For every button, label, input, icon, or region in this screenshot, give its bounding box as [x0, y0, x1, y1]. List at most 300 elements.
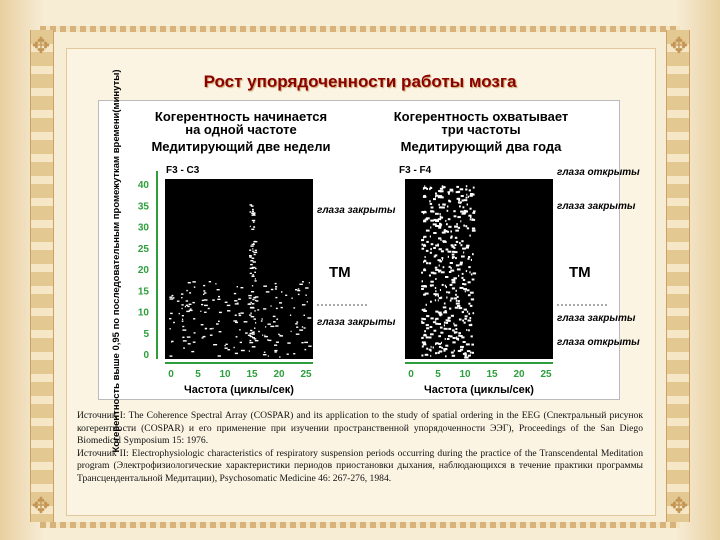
spectral-mark	[264, 335, 265, 336]
spectral-mark	[252, 303, 255, 304]
left-channel-label: F3 - C3	[166, 165, 200, 176]
spectral-mark	[464, 210, 467, 212]
spectral-mark	[445, 285, 446, 287]
spectral-mark	[430, 333, 434, 335]
spectral-mark	[291, 298, 292, 299]
spectral-mark	[458, 227, 461, 229]
spectral-mark	[466, 185, 468, 187]
spectral-mark	[435, 287, 436, 289]
right-pillar	[666, 30, 690, 522]
spectral-mark	[456, 223, 458, 225]
spectral-mark	[454, 297, 457, 299]
spectral-mark	[255, 250, 257, 251]
spectral-mark	[454, 251, 458, 253]
spectral-mark	[253, 214, 255, 215]
spectral-mark	[248, 335, 251, 336]
spectral-mark	[444, 324, 445, 326]
spectral-mark	[252, 267, 254, 268]
spectral-mark	[461, 195, 464, 197]
spectral-mark	[241, 350, 245, 351]
spectral-mark	[421, 239, 424, 241]
spectral-mark	[170, 313, 173, 314]
spectral-mark	[240, 312, 243, 313]
spectral-mark	[287, 354, 289, 355]
spectral-mark	[421, 288, 424, 290]
spectral-mark	[438, 323, 441, 325]
left-heading-line2: на одной частоте	[185, 122, 297, 137]
spectral-mark	[438, 204, 440, 206]
spectral-mark	[255, 278, 256, 279]
spectral-mark	[279, 302, 282, 303]
spectral-mark	[468, 329, 470, 331]
spectral-mark	[291, 331, 292, 332]
spectral-mark	[268, 324, 271, 325]
spectral-mark	[470, 193, 473, 195]
spectral-mark	[234, 300, 237, 301]
spectral-mark	[431, 317, 434, 319]
spectral-mark	[435, 323, 438, 325]
spectral-mark	[252, 285, 253, 286]
spectral-mark	[437, 352, 439, 354]
spectral-mark	[239, 313, 241, 314]
spectral-mark	[275, 283, 277, 284]
y-tick-label: 5	[143, 328, 149, 340]
ornament-icon: ✥	[31, 34, 51, 59]
spectral-mark	[431, 346, 432, 348]
spectral-mark	[424, 309, 425, 311]
spectral-mark	[471, 344, 474, 346]
left-tm-label: TM	[329, 264, 351, 281]
spectral-mark	[469, 271, 470, 273]
spectral-mark	[429, 337, 432, 339]
spectral-mark	[466, 245, 469, 247]
spectral-mark	[255, 296, 259, 297]
spectral-mark	[472, 230, 476, 232]
x-tick-label: 10	[459, 369, 471, 380]
spectral-mark	[170, 328, 171, 329]
spectral-mark	[435, 311, 438, 313]
spectral-mark	[302, 281, 304, 282]
x-tick-label: 0	[408, 369, 414, 380]
spectral-mark	[466, 357, 469, 359]
spectral-mark	[456, 303, 460, 305]
spectral-mark	[273, 316, 276, 317]
spectral-mark	[430, 281, 433, 283]
spectral-mark	[250, 264, 253, 265]
spectral-mark	[431, 243, 434, 245]
spectral-mark	[461, 240, 463, 242]
spectral-mark	[275, 325, 278, 326]
spectral-mark	[250, 226, 251, 227]
spectral-mark	[202, 337, 204, 338]
spectral-mark	[233, 320, 237, 321]
spectral-mark	[452, 341, 455, 343]
spectral-mark	[421, 272, 423, 274]
spectral-mark	[433, 347, 434, 349]
spectral-mark	[464, 322, 466, 324]
spectral-mark	[426, 188, 428, 190]
spectral-mark	[237, 302, 238, 303]
left-x-tick-labels	[168, 369, 312, 380]
spectral-mark	[455, 294, 457, 296]
spectral-mark	[457, 216, 460, 218]
spectral-mark	[298, 294, 300, 295]
spectral-mark	[251, 291, 254, 292]
x-tick-label: 0	[168, 369, 174, 380]
spectral-mark	[460, 201, 462, 203]
spectral-mark	[473, 187, 475, 189]
spectral-mark	[257, 309, 259, 310]
spectral-mark	[441, 207, 445, 209]
spectral-mark	[251, 316, 255, 317]
spectral-mark	[171, 341, 172, 342]
spectral-mark	[471, 259, 472, 261]
spectral-mark	[442, 232, 446, 234]
spectral-mark	[472, 218, 474, 220]
left-eyes-closed-top-label: глаза закрыты	[317, 205, 396, 216]
spectral-mark	[458, 199, 460, 201]
spectral-mark	[191, 351, 194, 352]
spectral-mark	[185, 306, 186, 307]
spectral-mark	[430, 236, 431, 238]
spectral-mark	[441, 347, 443, 349]
spectral-mark	[447, 320, 451, 322]
spectral-mark	[468, 320, 472, 322]
spectral-mark	[253, 297, 255, 298]
spectral-mark	[298, 288, 300, 289]
left-pillar	[30, 30, 54, 522]
spectral-mark	[456, 186, 459, 188]
spectral-mark	[467, 227, 469, 229]
spectral-mark	[252, 258, 255, 259]
spectral-mark	[447, 210, 449, 212]
spectral-mark	[450, 300, 452, 302]
spectral-mark	[264, 352, 266, 353]
spectral-mark	[422, 248, 425, 250]
spectral-mark	[466, 194, 467, 196]
spectral-mark	[249, 342, 253, 343]
spectral-mark	[250, 273, 252, 274]
spectral-mark	[430, 252, 432, 254]
spectral-mark	[435, 352, 437, 354]
spectral-mark	[305, 295, 306, 296]
spectral-mark	[440, 327, 443, 329]
x-tick-label: 10	[219, 369, 231, 380]
right-heading-line1: Когерентность охватывает	[393, 109, 569, 124]
spectral-mark	[239, 329, 240, 330]
spectral-mark	[275, 297, 277, 298]
spectral-mark	[448, 328, 451, 330]
spectral-mark	[236, 336, 238, 337]
spectral-mark	[469, 189, 471, 191]
spectral-mark	[434, 256, 436, 258]
spectral-mark	[194, 332, 196, 333]
spectral-mark	[204, 292, 206, 293]
spectral-mark	[281, 291, 282, 292]
spectral-mark	[435, 293, 439, 295]
spectral-mark	[435, 213, 439, 215]
spectral-mark	[301, 342, 303, 343]
spectral-mark	[465, 225, 467, 227]
spectral-mark	[426, 230, 430, 232]
spectral-mark	[227, 305, 231, 306]
spectral-mark	[424, 330, 426, 332]
spectral-mark	[462, 248, 466, 250]
spectral-mark	[295, 289, 297, 290]
y-tick-labels	[138, 180, 150, 361]
spectral-mark	[433, 247, 436, 249]
spectral-mark	[463, 341, 466, 343]
spectral-mark	[431, 272, 434, 274]
spectral-mark	[429, 262, 431, 264]
spectral-mark	[465, 290, 466, 292]
y-tick-label: 15	[137, 286, 149, 298]
spectral-mark	[470, 218, 471, 220]
spectral-mark	[448, 292, 450, 294]
spectral-mark	[445, 355, 447, 357]
spectral-mark	[442, 259, 443, 261]
spectral-mark	[270, 326, 274, 327]
spectral-mark	[466, 247, 469, 249]
spectral-mark	[435, 195, 438, 197]
spectral-mark	[449, 200, 451, 202]
spectral-mark	[470, 208, 472, 210]
spectral-mark	[263, 308, 266, 309]
spectral-mark	[470, 292, 474, 294]
spectral-mark	[293, 353, 295, 354]
spectral-mark	[446, 328, 448, 330]
spectral-mark	[183, 337, 185, 338]
spectral-mark	[458, 332, 461, 334]
spectral-mark	[426, 250, 429, 252]
spectral-mark	[438, 237, 441, 239]
spectral-mark	[430, 355, 431, 357]
spectral-mark	[250, 330, 252, 331]
spectral-mark	[276, 342, 279, 343]
spectral-mark	[459, 242, 461, 244]
left-x-axis-label: Частота (циклы/сек)	[184, 384, 294, 396]
spectral-mark	[275, 286, 277, 287]
spectral-mark	[430, 284, 434, 286]
spectral-mark	[238, 299, 241, 300]
spectral-mark	[455, 237, 458, 239]
spectral-mark	[442, 204, 446, 206]
x-tick-label: 25	[540, 369, 552, 380]
spectral-mark	[210, 328, 213, 329]
spectral-mark	[426, 327, 429, 329]
spectral-mark	[261, 320, 263, 321]
spectral-mark	[249, 256, 251, 257]
spectral-mark	[458, 275, 459, 277]
spectral-mark	[262, 335, 263, 336]
spectral-mark	[444, 303, 446, 305]
spectral-mark	[450, 284, 453, 286]
spectral-mark	[304, 327, 306, 328]
spectral-mark	[253, 243, 255, 244]
spectral-mark	[445, 345, 448, 347]
spectral-mark	[203, 290, 205, 291]
spectral-mark	[466, 197, 468, 199]
spectral-mark	[271, 305, 272, 306]
y-axis-label: Когерентность выше 0,95 по последовательным промежуткам времени(минуты)	[111, 69, 122, 453]
spectral-mark	[209, 281, 211, 282]
spectral-mark	[254, 310, 255, 311]
spectral-mark	[275, 351, 277, 352]
spectral-mark	[252, 274, 254, 275]
spectral-mark	[423, 318, 426, 320]
spectral-mark	[464, 318, 467, 320]
spectral-mark	[249, 297, 252, 298]
spectral-mark	[227, 349, 230, 350]
spectral-mark	[249, 250, 251, 251]
spectral-mark	[208, 308, 210, 309]
x-tick-label: 15	[486, 369, 498, 380]
spectral-mark	[468, 256, 470, 258]
spectral-mark	[460, 211, 464, 213]
spectral-mark	[182, 319, 183, 320]
right-eyes-closed-top-label: глаза закрыты	[557, 201, 636, 212]
spectral-mark	[444, 204, 445, 206]
spectral-mark	[455, 307, 458, 309]
spectral-mark	[462, 273, 464, 275]
spectral-mark	[253, 252, 257, 253]
spectral-mark	[182, 329, 186, 330]
spectral-mark	[218, 296, 220, 297]
spectral-mark	[429, 188, 431, 190]
spectral-mark	[468, 313, 470, 315]
spectral-mark	[216, 323, 219, 324]
spectral-mark	[249, 303, 251, 304]
spectral-mark	[430, 326, 433, 328]
spectral-mark	[264, 336, 268, 337]
spectral-mark	[449, 271, 452, 273]
spectral-mark	[434, 330, 437, 332]
spectral-mark	[181, 304, 183, 305]
spectral-mark	[217, 299, 220, 300]
spectral-mark	[193, 342, 196, 343]
spectral-mark	[263, 286, 267, 287]
spectral-mark	[448, 256, 449, 258]
source-2-text: Источник II: Electrophysiologic characteristics of respiratory suspension periods occurring during the practice of the Transcendental Meditation program (Электрофизиологические характеристики периодов приостановки дыхания, наблюдающихся в течение практики программы Трансцендентальной Медитации), Psychosomatic Medicine 46: 267-276, 1984.	[77, 447, 643, 484]
spectral-mark	[219, 331, 222, 332]
spectral-mark	[439, 346, 442, 348]
right-heading-line2: три частоты	[441, 122, 521, 137]
spectral-mark	[254, 328, 255, 329]
spectral-mark	[212, 328, 213, 329]
spectral-mark	[299, 329, 303, 330]
spectral-mark	[251, 205, 254, 206]
spectral-mark	[452, 287, 455, 289]
spectral-mark	[254, 254, 256, 255]
spectral-mark	[299, 284, 303, 285]
spectral-mark	[454, 332, 455, 334]
left-eyes-closed-bottom-label: глаза закрыты	[317, 317, 396, 328]
spectral-mark	[443, 266, 445, 268]
spectral-mark	[218, 355, 221, 356]
spectral-mark	[422, 346, 424, 348]
spectral-mark	[210, 335, 213, 336]
spectral-mark	[436, 219, 439, 221]
spectral-mark	[254, 272, 256, 273]
spectral-mark	[467, 311, 468, 313]
spectral-mark	[273, 321, 276, 322]
spectral-mark	[302, 304, 306, 305]
spectral-mark	[213, 344, 217, 345]
spectral-mark	[430, 248, 432, 250]
spectral-mark	[452, 257, 454, 259]
spectral-mark	[275, 288, 277, 289]
spectral-mark	[422, 341, 426, 343]
spectral-mark	[453, 210, 455, 212]
spectral-mark	[173, 297, 175, 298]
spectral-mark	[421, 337, 424, 339]
spectral-mark	[458, 335, 460, 337]
spectral-mark	[456, 264, 460, 266]
spectral-mark	[241, 287, 244, 288]
spectral-mark	[254, 280, 256, 281]
spectral-mark	[441, 250, 444, 252]
spectral-mark	[296, 334, 300, 335]
spectral-mark	[219, 312, 222, 313]
spectral-mark	[449, 266, 451, 268]
spectral-mark	[182, 308, 183, 309]
spectral-mark	[181, 297, 182, 298]
spectral-mark	[204, 305, 208, 306]
spectral-mark	[459, 205, 461, 207]
spectral-mark	[237, 286, 238, 287]
y-tick-label: 35	[137, 201, 149, 213]
spectral-mark	[250, 245, 253, 246]
spectral-mark	[253, 226, 255, 227]
spectral-mark	[244, 321, 248, 322]
y-tick-label: 10	[137, 307, 149, 319]
spectral-mark	[439, 248, 442, 250]
spectral-mark	[451, 298, 454, 300]
spectral-mark	[464, 309, 467, 311]
spectral-mark	[455, 257, 457, 259]
spectral-mark	[430, 301, 432, 303]
spectral-mark	[305, 287, 309, 288]
spectral-mark	[440, 332, 443, 334]
right-channel-label: F3 - F4	[399, 165, 432, 176]
x-tick-label: 5	[435, 369, 441, 380]
spectral-mark	[423, 195, 425, 197]
spectral-mark	[424, 185, 425, 187]
spectral-mark	[254, 318, 257, 319]
spectral-mark	[438, 271, 440, 273]
spectral-mark	[203, 285, 205, 286]
spectral-mark	[462, 200, 464, 202]
spectral-mark	[426, 304, 427, 306]
spectral-mark	[252, 220, 255, 221]
spectral-mark	[445, 276, 448, 278]
spectral-mark	[177, 301, 180, 302]
x-tick-label: 5	[195, 369, 201, 380]
spectral-mark	[302, 326, 303, 327]
spectral-mark	[253, 331, 255, 332]
spectral-mark	[250, 204, 253, 205]
spectral-mark	[455, 230, 459, 232]
spectral-mark	[464, 283, 466, 285]
spectral-mark	[473, 312, 475, 314]
spectral-mark	[285, 295, 287, 296]
spectral-mark	[447, 206, 449, 208]
spectral-mark	[172, 295, 174, 296]
spectral-mark	[254, 338, 257, 339]
spectral-mark	[431, 207, 434, 209]
x-tick-label: 20	[273, 369, 285, 380]
spectral-mark	[235, 315, 237, 316]
